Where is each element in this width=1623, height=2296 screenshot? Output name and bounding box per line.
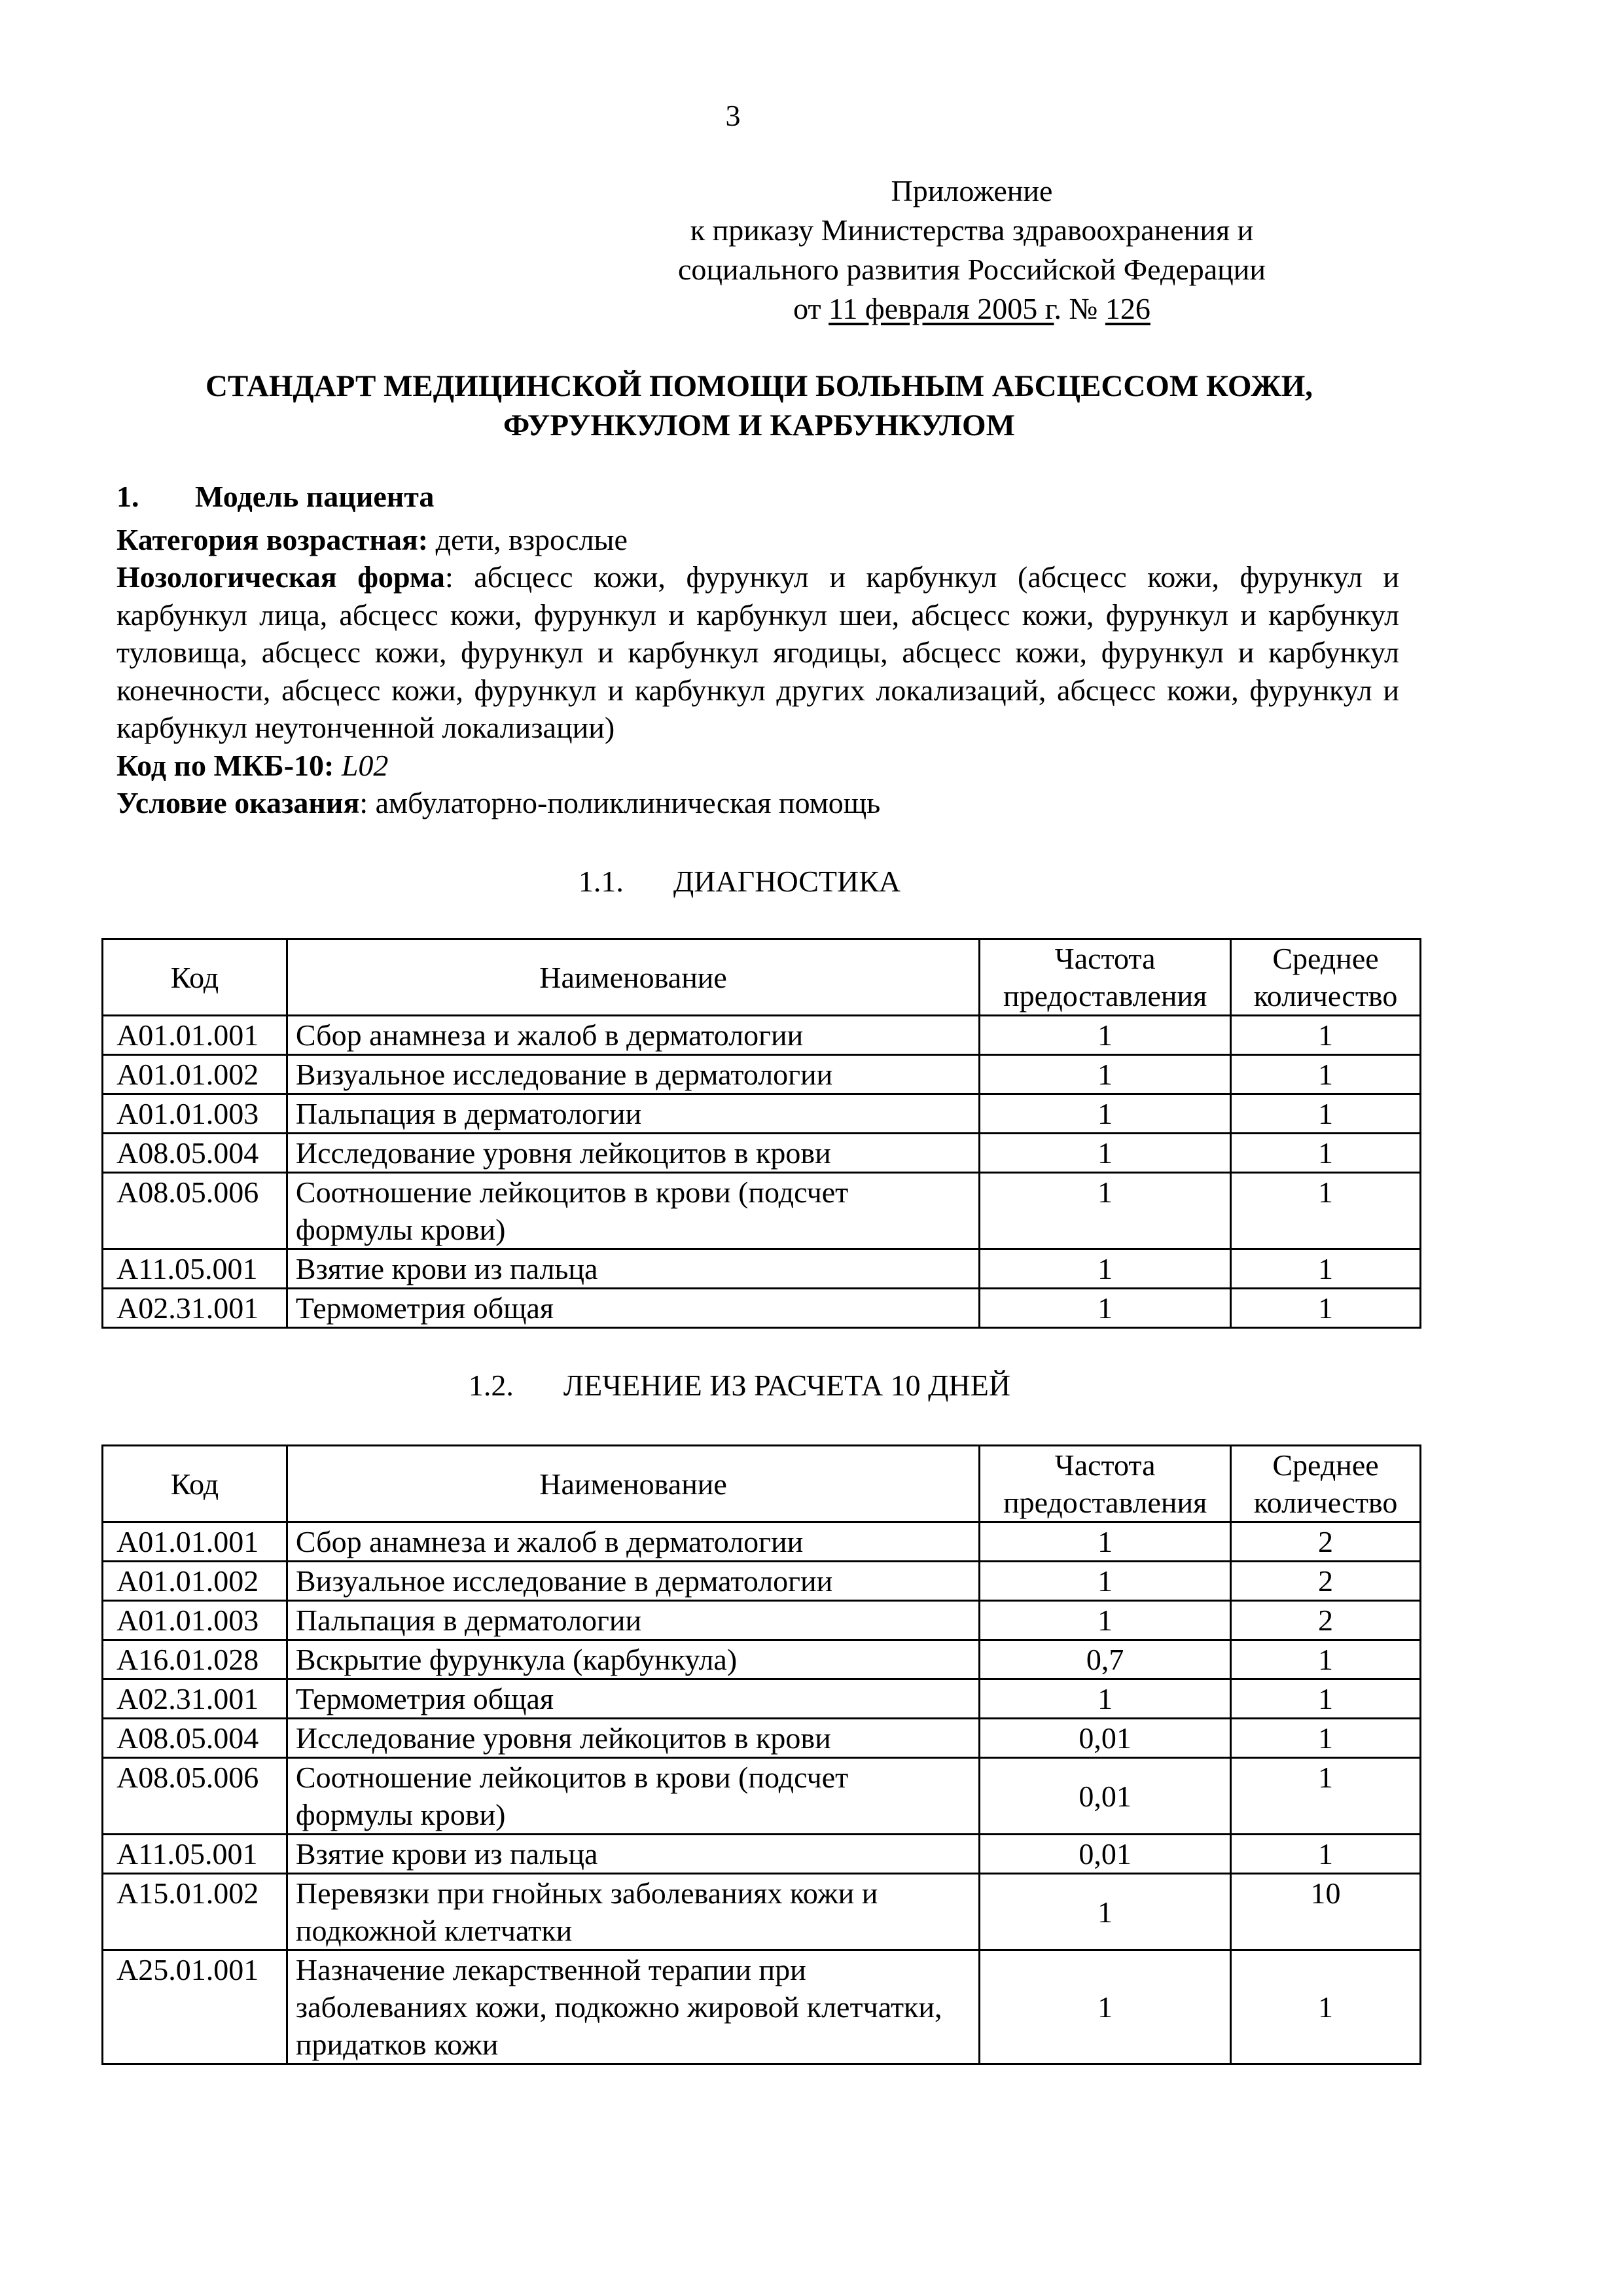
table-row	[103, 1055, 1421, 1094]
nosology-form	[116, 558, 1399, 747]
cell-average: 1	[1231, 1950, 1421, 2064]
header-name: Наименование	[287, 1446, 979, 1522]
date-prefix: от	[793, 292, 829, 325]
cell-average: 1	[1231, 1835, 1421, 1874]
cell-average: 1	[1231, 1679, 1421, 1719]
cell-average: 1	[1231, 1249, 1421, 1289]
appendix-header	[628, 171, 1315, 329]
table-header-row	[103, 939, 1421, 1016]
cell-code: A25.01.001	[103, 1950, 287, 2064]
cell-average: 1	[1231, 1016, 1421, 1055]
section-number: 1.	[116, 480, 139, 513]
cell-average: 1	[1231, 1758, 1421, 1835]
cell-frequency: 1	[980, 1289, 1231, 1328]
cell-name: Визуальное исследование в дерматологии	[287, 1562, 979, 1601]
patient-model-heading	[116, 478, 1399, 516]
cell-name: Вскрытие фурункула (карбункула)	[287, 1640, 979, 1679]
cell-name: Соотношение лейкоцитов в крови (подсчет формулы крови)	[287, 1758, 979, 1835]
cell-code: A08.05.004	[103, 1719, 287, 1758]
order-date: 11 февраля 2005 г	[829, 292, 1054, 325]
cell-code: A08.05.004	[103, 1134, 287, 1173]
header-average-line1: Среднее	[1272, 942, 1379, 975]
cell-code: A01.01.003	[103, 1094, 287, 1134]
header-average	[1231, 1446, 1421, 1522]
cell-frequency: 1	[980, 1016, 1231, 1055]
cell-frequency: 1	[980, 1874, 1231, 1950]
header-frequency	[980, 939, 1231, 1016]
document-title	[98, 367, 1420, 445]
header-average-line2: количество	[1253, 979, 1398, 1013]
subsection-title: ЛЕЧЕНИЕ ИЗ РАСЧЕТА 10 ДНЕЙ	[563, 1369, 1011, 1402]
header-average-line2: количество	[1253, 1486, 1398, 1519]
cell-frequency: 0,01	[980, 1719, 1231, 1758]
table-row	[103, 1719, 1421, 1758]
treatment-heading	[0, 1368, 1479, 1403]
cell-code: A01.01.001	[103, 1016, 287, 1055]
table-row	[103, 1640, 1421, 1679]
cell-code: A11.05.001	[103, 1835, 287, 1874]
header-name: Наименование	[287, 939, 979, 1016]
header-average-line1: Среднее	[1272, 1448, 1379, 1482]
table-row	[103, 1249, 1421, 1289]
care-condition	[116, 784, 1399, 822]
subsection-number: 1.2.	[468, 1369, 514, 1402]
table-row	[103, 1094, 1421, 1134]
icd-code	[116, 747, 1399, 785]
cell-frequency: 0,7	[980, 1640, 1231, 1679]
header-code: Код	[103, 939, 287, 1016]
order-number: 126	[1105, 292, 1150, 325]
cell-average: 10	[1231, 1874, 1421, 1950]
cell-name: Термометрия общая	[287, 1679, 979, 1719]
section-title: Модель пациента	[195, 480, 435, 513]
cell-average: 1	[1231, 1055, 1421, 1094]
table-row	[103, 1950, 1421, 2064]
appendix-label: Приложение	[891, 174, 1053, 207]
cell-average: 1	[1231, 1719, 1421, 1758]
cell-frequency: 0,01	[980, 1758, 1231, 1835]
condition-label: Условие оказания	[116, 786, 360, 819]
cell-code: A15.01.002	[103, 1874, 287, 1950]
table-row	[103, 1134, 1421, 1173]
patient-model-section	[116, 478, 1399, 822]
cell-frequency: 1	[980, 1249, 1231, 1289]
table-row	[103, 1173, 1421, 1249]
cell-name: Сбор анамнеза и жалоб в дерматологии	[287, 1522, 979, 1562]
cell-frequency: 1	[980, 1055, 1231, 1094]
cell-frequency: 1	[980, 1601, 1231, 1640]
cell-code: A01.01.002	[103, 1562, 287, 1601]
cell-name: Термометрия общая	[287, 1289, 979, 1328]
diagnostics-heading	[0, 864, 1479, 899]
cell-frequency: 1	[980, 1094, 1231, 1134]
age-category	[116, 521, 1399, 559]
cell-name: Перевязки при гнойных заболеваниях кожи и подкожной клетчатки	[287, 1874, 979, 1950]
cell-frequency: 1	[980, 1562, 1231, 1601]
age-value: дети, взрослые	[428, 522, 628, 556]
cell-average: 1	[1231, 1640, 1421, 1679]
header-frequency-line2: предоставления	[1003, 979, 1207, 1013]
condition-value: : амбулаторно-поликлиническая помощь	[359, 786, 881, 819]
cell-code: A01.01.002	[103, 1055, 287, 1094]
cell-average: 2	[1231, 1601, 1421, 1640]
page-number: 3	[725, 99, 741, 132]
cell-name: Взятие крови из пальца	[287, 1249, 979, 1289]
icd-label: Код по МКБ-10:	[116, 748, 334, 782]
order-number-prefix: . №	[1054, 292, 1105, 325]
cell-name: Назначение лекарственной терапии при заболеваниях кожи, подкожно жировой клетчатки, придатков кожи	[287, 1950, 979, 2064]
cell-frequency: 1	[980, 1173, 1231, 1249]
cell-average: 1	[1231, 1134, 1421, 1173]
cell-average: 2	[1231, 1522, 1421, 1562]
cell-code: A16.01.028	[103, 1640, 287, 1679]
cell-code: A01.01.001	[103, 1522, 287, 1562]
cell-code: A02.31.001	[103, 1679, 287, 1719]
table-row	[103, 1758, 1421, 1835]
table-row	[103, 1679, 1421, 1719]
cell-frequency: 0,01	[980, 1835, 1231, 1874]
cell-name: Взятие крови из пальца	[287, 1835, 979, 1874]
table-row	[103, 1522, 1421, 1562]
cell-name: Пальпация в дерматологии	[287, 1601, 979, 1640]
cell-frequency: 1	[980, 1950, 1231, 2064]
icd-value: L02	[341, 748, 389, 782]
nosology-value: : абсцесс кожи, фурункул и карбункул (абсцесс кожи, фурункул и карбункул лица, абсцесс кожи, фурункул и карбункул шеи, абсцесс кожи, фурункул и карбункул туловища, абсцесс кожи, фурункул и карбункул ягодицы, абсцесс кожи, фурункул и карбункул конечности, абсцесс кожи, фурункул и карбункул других локализаций, абсцесс кожи, фурункул и карбункул неутонченной локализации)	[116, 560, 1399, 744]
cell-name: Исследование уровня лейкоцитов в крови	[287, 1719, 979, 1758]
header-frequency-line1: Частота	[1054, 942, 1156, 975]
cell-frequency: 1	[980, 1522, 1231, 1562]
table-row	[103, 1016, 1421, 1055]
table-row	[103, 1835, 1421, 1874]
cell-name: Сбор анамнеза и жалоб в дерматологии	[287, 1016, 979, 1055]
cell-name: Соотношение лейкоцитов в крови (подсчет формулы крови)	[287, 1173, 979, 1249]
cell-average: 2	[1231, 1562, 1421, 1601]
title-line-2: ФУРУНКУЛОМ И КАРБУНКУЛОМ	[503, 408, 1015, 442]
subsection-number: 1.1.	[578, 865, 624, 898]
subsection-title: ДИАГНОСТИКА	[673, 865, 901, 898]
cell-name: Визуальное исследование в дерматологии	[287, 1055, 979, 1094]
cell-name: Исследование уровня лейкоцитов в крови	[287, 1134, 979, 1173]
cell-average: 1	[1231, 1094, 1421, 1134]
header-code: Код	[103, 1446, 287, 1522]
cell-name: Пальпация в дерматологии	[287, 1094, 979, 1134]
table-row	[103, 1601, 1421, 1640]
age-label: Категория возрастная:	[116, 522, 429, 556]
header-frequency-line1: Частота	[1054, 1448, 1156, 1482]
table-row	[103, 1874, 1421, 1950]
cell-code: A11.05.001	[103, 1249, 287, 1289]
table-header-row	[103, 1446, 1421, 1522]
cell-frequency: 1	[980, 1134, 1231, 1173]
cell-frequency: 1	[980, 1679, 1231, 1719]
appendix-date-line	[628, 289, 1315, 329]
header-frequency-line2: предоставления	[1003, 1486, 1207, 1519]
cell-code: A08.05.006	[103, 1173, 287, 1249]
header-average	[1231, 939, 1421, 1016]
cell-code: A08.05.006	[103, 1758, 287, 1835]
cell-average: 1	[1231, 1289, 1421, 1328]
cell-code: A02.31.001	[103, 1289, 287, 1328]
diagnostics-table	[101, 938, 1421, 1329]
table-row	[103, 1289, 1421, 1328]
appendix-ministry-line: социального развития Российской Федерации	[678, 253, 1266, 286]
header-frequency	[980, 1446, 1231, 1522]
title-line-1: СТАНДАРТ МЕДИЦИНСКОЙ ПОМОЩИ БОЛЬНЫМ АБСЦЕССОМ КОЖИ,	[205, 369, 1313, 403]
treatment-table	[101, 1444, 1421, 2065]
cell-average: 1	[1231, 1173, 1421, 1249]
table-row	[103, 1562, 1421, 1601]
cell-code: A01.01.003	[103, 1601, 287, 1640]
nosology-label: Нозологическая форма	[116, 560, 445, 594]
appendix-order-line: к приказу Министерства здравоохранения и	[690, 213, 1254, 247]
